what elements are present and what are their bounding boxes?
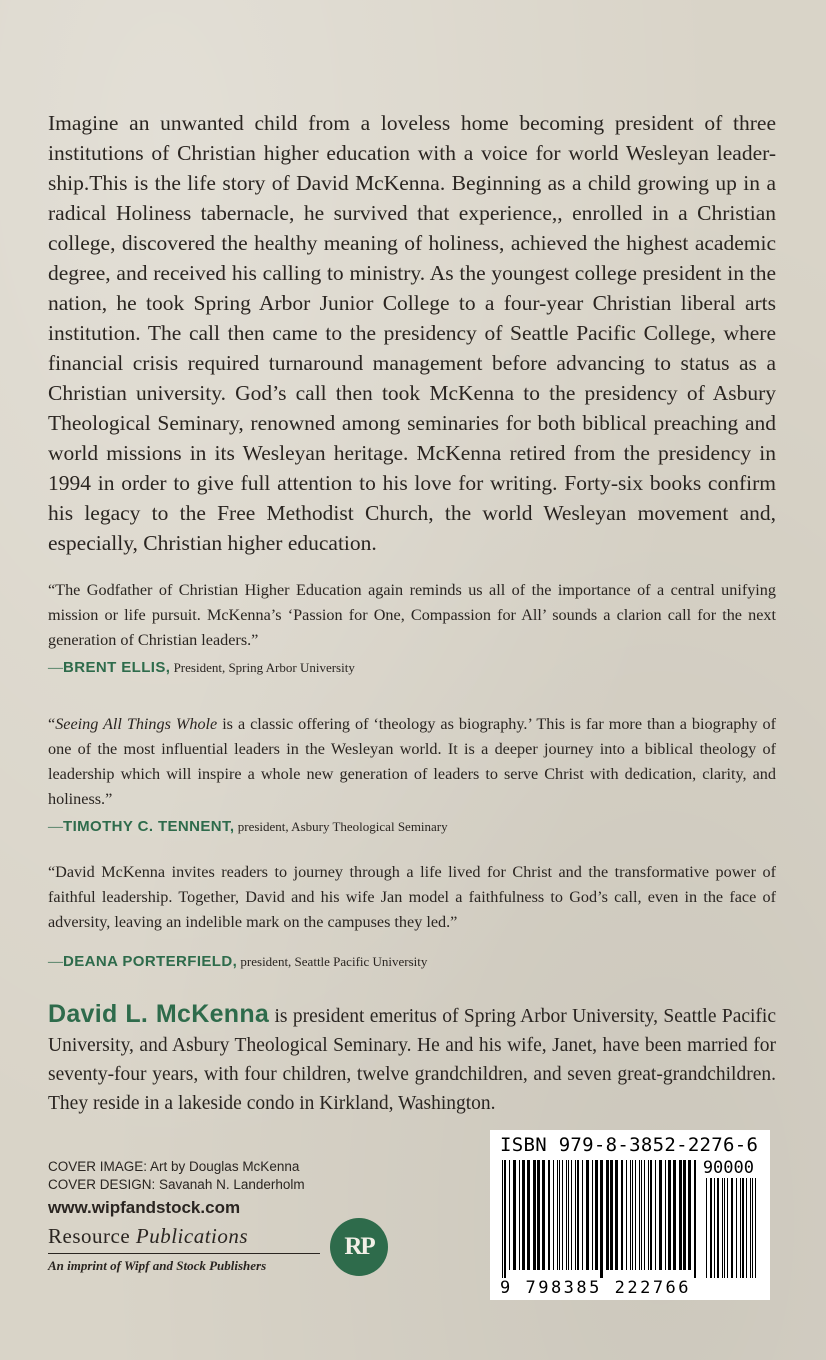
barcode-bar xyxy=(683,1160,686,1270)
barcode-bar xyxy=(522,1160,525,1270)
barcode-bar xyxy=(533,1160,536,1270)
attribution-dash: — xyxy=(48,954,63,970)
price-addon-bar xyxy=(746,1178,747,1278)
barcode-bar xyxy=(571,1160,572,1270)
endorsement-attribution-2 xyxy=(48,818,448,836)
barcode-bar xyxy=(679,1160,682,1270)
endorsement-quote-1: “The Godfather of Christian Higher Education again reminds us all of the importance of a central unifying mission or life pursuit. McKenna’s ‘Passion for One, Compassion for All’ sounds a clarion call for the next generation of Christian leaders.” xyxy=(48,581,776,649)
barcode-bar xyxy=(639,1160,640,1270)
attribution-dash: — xyxy=(48,819,63,835)
price-addon-bar xyxy=(710,1178,712,1278)
barcode-bar xyxy=(577,1160,579,1270)
publisher-website[interactable]: www.wipfandstock.com xyxy=(48,1198,241,1217)
isbn-barcode xyxy=(490,1130,770,1300)
barcode-bar xyxy=(595,1160,598,1270)
back-cover-blurb: Imagine an unwanted child from a loveless home becoming president of three institutions of Christian higher education with a voice for world Wesleyan leader-ship.This is the life story of David McKenna. Beginning as a child growing up in a radical Holiness tabernacle, he survived that experience,, enrolled in a Christian college, discovered the healthy meaning of holiness, achieved the highest academic degree, and received his calling to ministry. As the youngest college president in the nation, he took Spring Arbor Junior College to a four-year Christian liberal arts institution. The call then came to the presidency of Seattle Pacific College, where financial crisis required turnaround management before advancing to status as a Christian university. God’s call then took McKenna to the presidency of Asbury Theological Seminary, renowned among seminaries for both biblical preaching and world missions in its Wesleyan heritage. McKenna retired from the presidency in 1994 in order to give full attention to his love for writing. Forty-six books confirm his legacy to the Free Methodist Church, the world Wesleyan movement and, especially, Christian higher education. xyxy=(48,111,776,555)
barcode-bar xyxy=(553,1160,554,1270)
barcode-bar xyxy=(568,1160,569,1270)
barcode-bar xyxy=(548,1160,550,1270)
cover-design-value: Savanah N. Landerholm xyxy=(155,1177,305,1192)
quote-body: is a classic offering of ‘theology as biography.’ This is far more than a biography of one of the most influential leaders in the Wesleyan world. It is a deeper journey into a biblical theology of leadership which will inspire a whole new generation of leaders to serve Christ with dedication, clarity, and holiness.” xyxy=(48,715,776,808)
barcode-bar xyxy=(509,1160,510,1270)
price-addon-bar xyxy=(742,1178,744,1278)
price-addon-bar xyxy=(727,1178,728,1278)
endorsement-attribution-1 xyxy=(48,659,355,677)
attribution-dash: — xyxy=(48,660,63,676)
endorser-name: TIMOTHY C. TENNENT, xyxy=(63,818,235,835)
barcode-bar xyxy=(502,1160,503,1278)
barcode-bars xyxy=(500,1160,762,1278)
publisher-name xyxy=(48,1224,248,1249)
barcode-bar xyxy=(650,1160,652,1270)
barcode-number: 9 798385 222766 xyxy=(500,1278,692,1298)
endorsement-quote-2 xyxy=(48,712,776,812)
barcode-bar xyxy=(632,1160,633,1270)
price-addon-bar xyxy=(755,1178,756,1278)
endorser-title: president, Asbury Theological Seminary xyxy=(237,819,448,834)
book-title: Seeing All Things Whole xyxy=(55,715,218,733)
cover-design-label: COVER DESIGN: xyxy=(48,1177,156,1192)
price-addon-bar xyxy=(724,1178,725,1278)
price-addon-bar xyxy=(714,1178,715,1278)
price-addon-bar xyxy=(717,1178,719,1278)
publisher-divider xyxy=(48,1253,320,1254)
barcode-bar xyxy=(504,1160,506,1278)
publisher-imprint: An imprint of Wipf and Stock Publishers xyxy=(48,1258,267,1273)
price-addon-bar xyxy=(706,1178,707,1278)
cover-image-credit xyxy=(48,1158,305,1176)
publisher-logo: RP xyxy=(330,1218,388,1276)
author-bio-text: is president emeritus of Spring Arbor University, Seattle Pacific University, and Asbury Theological Seminary. He and his wife, Janet, have been married for seventy-four years, with four children, twelve grandchildren, and seven great-grandchildren. They reside in a lakeside condo in Kirkland, Washington. xyxy=(48,1006,776,1114)
barcode-bar xyxy=(615,1160,618,1270)
barcode-bar xyxy=(559,1160,560,1270)
barcode-bar xyxy=(542,1160,545,1270)
barcode-bar xyxy=(610,1160,613,1270)
cover-image-value: Art by Douglas McKenna xyxy=(147,1159,300,1174)
author-name: David L. McKenna xyxy=(48,1000,270,1028)
barcode-bar xyxy=(694,1160,696,1278)
endorser-title: president, Seattle Pacific University xyxy=(240,954,428,969)
barcode-bar xyxy=(621,1160,623,1270)
barcode-bar xyxy=(566,1160,567,1270)
barcode-bar xyxy=(600,1160,603,1278)
barcode-bar xyxy=(592,1160,593,1270)
price-code: 90000 xyxy=(702,1158,754,1178)
barcode-bar xyxy=(557,1160,558,1270)
barcode-bar xyxy=(513,1160,516,1270)
endorsement-attribution-3 xyxy=(48,953,427,971)
barcode-bar xyxy=(673,1160,676,1270)
barcode-bar xyxy=(688,1160,691,1270)
barcode-bar xyxy=(582,1160,583,1270)
barcode-bar xyxy=(586,1160,589,1270)
barcode-bar xyxy=(668,1160,671,1270)
cover-credits xyxy=(48,1158,305,1194)
barcode-bar xyxy=(665,1160,666,1270)
barcode-bar xyxy=(537,1160,540,1270)
author-bio xyxy=(48,1000,776,1118)
barcode-bar xyxy=(659,1160,662,1270)
barcode-bar xyxy=(626,1160,627,1270)
cover-image-label: COVER IMAGE: xyxy=(48,1159,148,1174)
price-addon-bar xyxy=(731,1178,733,1278)
price-addon-bar xyxy=(740,1178,741,1278)
barcode-bar xyxy=(519,1160,520,1270)
barcode-bar xyxy=(527,1160,530,1270)
endorser-name: BRENT ELLIS, xyxy=(63,659,171,676)
price-addon-bar xyxy=(752,1178,753,1278)
publisher-name-regular: Resource xyxy=(48,1224,136,1248)
endorser-title: President, Spring Arbor University xyxy=(173,660,355,675)
price-addon-bar xyxy=(736,1178,737,1278)
publisher-name-italic: Publications xyxy=(135,1224,249,1248)
barcode-bar xyxy=(644,1160,645,1270)
barcode-bar xyxy=(630,1160,631,1270)
barcode-bar xyxy=(641,1160,642,1270)
barcode-bar xyxy=(575,1160,576,1270)
endorser-name: DEANA PORTERFIELD, xyxy=(63,953,238,970)
quote-open-mark: “ xyxy=(48,715,56,733)
isbn-label: ISBN 979-8-3852-2276-6 xyxy=(500,1134,759,1156)
barcode-bar xyxy=(606,1160,609,1270)
price-addon-bar xyxy=(722,1178,723,1278)
barcode-bar xyxy=(648,1160,649,1270)
barcode-bar xyxy=(655,1160,656,1270)
cover-design-credit xyxy=(48,1176,305,1194)
price-addon-bar xyxy=(750,1178,751,1278)
barcode-bar xyxy=(562,1160,563,1270)
barcode-bar xyxy=(635,1160,636,1270)
endorsement-quote-3: “David McKenna invites readers to journey through a life lived for Christ and the transformative power of faithful leadership. Together, David and his wife Jan model a faithfulness to God’s call, even in the face of adversity, leaving an indelible mark on the campuses they led.” xyxy=(48,863,776,931)
